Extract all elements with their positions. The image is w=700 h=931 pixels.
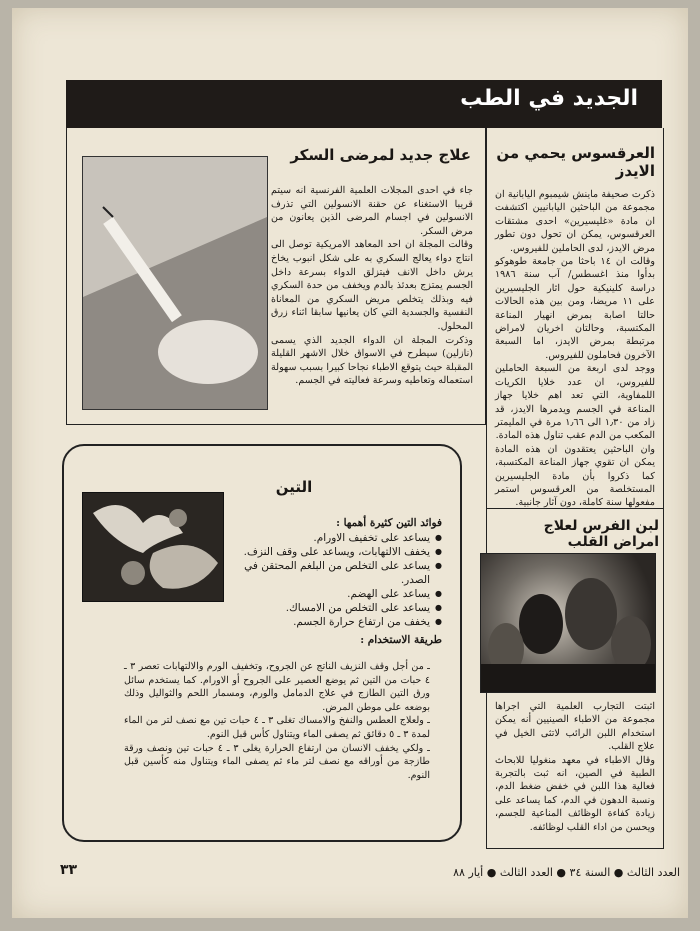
article-mare-milk-title: لبن الفرس لعلاج امراض القلب <box>543 518 659 550</box>
diabetes-article-body: جاء في احدى المجلات العلمية الفرنسية انه سيتم قريبا الاستغناء عن حقنة الانسولين التي تذرف الانسولين في اجسام المرضى الذين يعانون من مرض السكر. وقالت المجلة ان احد المعاهد الامريكية توصل الى انتاج دواء يعالج السكري به على شكل انبوب يخاخ يرش داخل الانف فيتزلق الدواء بسرعة داخل الجسم يمتزج بعدئذ بالدم ويخفف من حدة السكري فيه وبذلك يتخلص مريض السكري من المعاناة النفسية والجسدية التي كان يعانيها سابقا اثناء زرق المحلول. وذكرت المجلة ان الدواء الجديد الذي يسمى (نازلين) سيطرح في الاسواق خلال الاشهر القليلة المقبلة حيث يتوقع الاطباء نجاحا كبيرا بسبب سهولة استعماله وتعاطيه وسرعة فعاليته في الجسم. <box>271 185 473 387</box>
list-item: ● يساعد على التخلص من الامساك. <box>222 601 442 615</box>
fig-photo <box>82 492 224 602</box>
fig-method-body: ـ من أجل وقف النزيف الناتج عن الجروح، وتخفيف الورم والالتهابات تعصر ٣ ـ ٤ حبات من التين ثم يوضع العصير على الجروح أو الاورام. كما يستخدم سائل ورق التين الطازج في علاج الدمامل والورم، ومسمار اللحم والثواليل وذلك بوضعه على موطن المرض. ـ ولعلاج العطس والنفخ والامساك تغلى ٣ ـ ٤ حبات تين مع نصف لتر من الماء لمدة ٣ ـ ٥ دقائق ثم يصفى الماء ويتناول كأس قبل النوم. ـ ولكي يخفف الانسان من ارتفاع الحرارة يغلى ٣ ـ ٤ حبات تين ونصف ورقة طازجة من أوراقه مع نصف لتر ماء ثم يصفى الماء ويتناول منه كأسين قبل النوم. <box>124 661 430 781</box>
list-item: ● يخفف الالتهابات، ويساعد على وقف النزف. <box>222 545 442 559</box>
list-item: ● يساعد على الهضم. <box>222 587 442 601</box>
footer-info: العدد الثالث ● السنة ٣٤ ● العدد الثالث ● أيار ٨٨ <box>453 866 680 879</box>
fig-leaves-illustration <box>83 493 223 601</box>
fig-benefits-list <box>222 531 442 629</box>
list-item: ● يخفف من ارتفاع حرارة الجسم. <box>222 615 442 629</box>
fig-article-title: التين <box>275 478 313 496</box>
article-mare-milk <box>493 518 659 550</box>
section-title: الجديد في الطب <box>460 86 638 111</box>
article-licorice-title: العرقسوس يحمي من الايدز <box>496 144 655 180</box>
list-item: ● يساعد على تخفيف الاورام. <box>222 531 442 545</box>
syringe-illustration <box>83 157 267 409</box>
mare-milk-photo <box>480 553 656 693</box>
article-divider <box>487 508 663 509</box>
fig-benefits-intro: فوائد التين كثيرة أهمها : <box>336 517 442 529</box>
right-column <box>486 128 664 849</box>
article-mare-milk-text <box>495 700 655 834</box>
page-number: ٣٣ <box>60 862 78 878</box>
article-licorice <box>495 144 655 510</box>
diabetes-article-title: علاج جديد لمرضى السكر <box>290 146 471 164</box>
crowd-illustration <box>481 554 655 692</box>
article-licorice-body: ذكرت صحيفة ماينش شيمبوم اليابانية ان مجموعة من الباحثين اليابانيين اكتشفت ان مادة «غليسيرين» احدى مشتقات العرقسوس، يمكن ان تحول دون تطور مرض الايدز، لدى الحاملين للفيروس. وقالت ان ١٤ باحثا من جامعة طوهوكو بدأوا منذ اغسطس/ آب سنة ١٩٨٦ دراسة كلينيكية حول اثار الجليسيرين على ١١ مريضا، ومن بين هذه الحالات حالتا اصابة بمرض انهيار المناعة المكتسبة، وحالتان اخريان لامراض مرتبطة بمرض الايدز، اما السبعة الآخرون فحاملون للفيروس. ووجد لدى اربعة من السبعة الحاملين للفيروس، ان عدد خلايا الكريات اللمفاوية، التي تعد اهم خلايا جهاز المناعة في الجسم ويدمرها الايدز، قد زاد من ١٫٣٠ الى ١٫٦٦ مرة في المليمتر المكعب من الدم عقب تناول هذه المادة. وان الباحثين يعتقدون ان هذه المادة يمكن ان تقوي جهاز المناعة المكتسبة، كما ذكروا بأن مادة الجليسيرين المستخلصة من العرقسوس استمر مفعولها سنة كاملة، دون آثار جانبية. <box>495 189 655 509</box>
section-header-bar <box>66 80 662 128</box>
fig-method-title: طريقة الاستخدام : <box>360 634 442 646</box>
fig-benefits <box>222 516 442 648</box>
article-mare-milk-body: اثبتت التجارب العلمية التي اجراها مجموعة من الاطباء الصينيين أنه يمكن استخدام اللبن الرائب لاتثى الخيل في علاج القلب. وقال الاطباء في معهد منغوليا للابحاث الطبية في الصين، انه ثبت بالتجربة فعالية هذا اللبن في خفض ضغط الدم، ونسبة الدهون في الدم، كما يساعد على زيادة كفاءة الوظائف المناعية للجسم، ويحسن من اداء القلب لوظائفه. <box>495 701 655 833</box>
list-item: ● يساعد على التخلص من البلغم المحتقن في الصدر. <box>222 559 442 587</box>
syringe-photo <box>82 156 268 410</box>
